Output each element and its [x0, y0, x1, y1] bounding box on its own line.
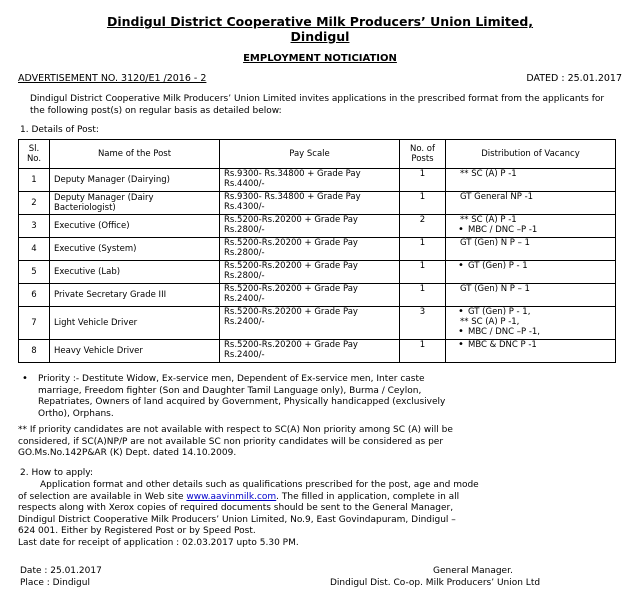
note-line-1: ** If priority candidates are not available with respect to SC(A) Non priority among SC (A) will be: [18, 425, 453, 435]
distribution-line: [450, 238, 611, 248]
cell-post: Executive (Lab): [50, 261, 220, 284]
apply-line-1: Application format and other details such as qualifications prescribed for the post, age and mode: [40, 480, 479, 490]
priority-line-1: Priority :- Destitute Widow, Ex-service men, Dependent of Ex-service men, Inter caste: [38, 374, 425, 384]
cell-sl: 7: [19, 307, 50, 340]
priority-line-3: Repatriates, Owners of land acquired by Government, Physically handicapped (exclusively: [38, 397, 446, 407]
distribution-text: GT General NP -1: [460, 192, 534, 202]
table-body: [19, 169, 616, 363]
cell-distribution: [446, 340, 616, 363]
distribution-line: [450, 169, 611, 179]
section2-heading: 2. How to apply:: [20, 468, 93, 478]
cell-sl: 2: [19, 192, 50, 215]
pay-line-2: Rs.4300/-: [224, 202, 265, 212]
apply-line-2-post: . The filled in application, complete in all: [276, 491, 460, 502]
cell-sl: 3: [19, 215, 50, 238]
cell-posts: 3: [400, 307, 446, 340]
cell-pay: [220, 307, 400, 340]
cell-pay: [220, 340, 400, 363]
bullet-icon: •: [458, 339, 464, 350]
cell-posts: 1: [400, 261, 446, 284]
cell-post: Executive (System): [50, 238, 220, 261]
cell-posts: 2: [400, 215, 446, 238]
header-post: Name of the Post: [50, 140, 220, 169]
distribution-line: [450, 317, 611, 327]
bullet-icon: •: [458, 306, 464, 317]
pay-line-2: Rs.2400/-: [224, 350, 265, 360]
website-link[interactable]: www.aavinmilk.com: [186, 491, 277, 502]
advert-row: [18, 73, 622, 84]
how-to-apply-block: [18, 480, 628, 549]
cell-posts: 1: [400, 192, 446, 215]
priority-line-2: marriage, Freedom fighter (Son and Daughter Tamil Language only), Burma / Ceylon,: [38, 385, 422, 396]
cell-post: Light Vehicle Driver: [50, 307, 220, 340]
cell-post: Deputy Manager (Dairy Bacteriologist): [50, 192, 220, 215]
pay-line-2: Rs.2800/-: [224, 271, 265, 281]
cell-post: Heavy Vehicle Driver: [50, 340, 220, 363]
doc-title-line1: Dindigul District Cooperative Milk Producers’ Union Limited,: [106, 14, 534, 29]
cell-post: Executive (Office): [50, 215, 220, 238]
cell-sl: 4: [19, 238, 50, 261]
pay-line-1: Rs.5200-Rs.20200 + Grade Pay: [224, 261, 358, 271]
pay-line-2: Rs.2800/-: [224, 248, 265, 258]
distribution-text: GT (Gen) N P – 1: [460, 284, 530, 294]
distribution-line: [450, 192, 611, 202]
cell-post: Deputy Manager (Dairying): [50, 169, 220, 192]
header-dist: Distribution of Vacancy: [446, 140, 616, 169]
table-row: [19, 340, 616, 363]
pay-line-1: Rs.9300- Rs.34800 + Grade Pay: [224, 192, 361, 202]
note-block: [18, 425, 624, 460]
distribution-text: GT (Gen) N P – 1: [460, 238, 530, 248]
pay-line-2: Rs.2400/-: [224, 294, 265, 304]
table-row: [19, 238, 616, 261]
cell-posts: 1: [400, 284, 446, 307]
cell-sl: 8: [19, 340, 50, 363]
intro-paragraph: Dindigul District Cooperative Milk Producers’ Union Limited invites applications in the prescribed format from the applicants for the following post(s) on regular basis as detailed below:: [30, 94, 605, 116]
table-row: [19, 192, 616, 215]
distribution-text: MBC & DNC P -1: [468, 340, 537, 350]
cell-post: Private Secretary Grade III: [50, 284, 220, 307]
cell-posts: 1: [400, 238, 446, 261]
distribution-text: ** SC (A) P -1: [460, 215, 517, 225]
footer-place: Place : Dindigul: [20, 578, 90, 588]
cell-posts: 1: [400, 340, 446, 363]
pay-line-1: Rs.5200-Rs.20200 + Grade Pay: [224, 340, 358, 350]
cell-pay: [220, 238, 400, 261]
header-sl: Sl. No.: [19, 140, 50, 169]
distribution-line: [450, 215, 611, 225]
priority-line-4: Ortho), Orphans.: [38, 408, 114, 419]
pay-line-1: Rs.5200-Rs.20200 + Grade Pay: [224, 238, 358, 248]
cell-distribution: [446, 307, 616, 340]
apply-line-3: respects along with Xerox copies of required documents should be sent to the General Manager,: [18, 503, 454, 513]
distribution-line: [450, 225, 611, 235]
table-row: [19, 307, 616, 340]
bullet-icon: •: [458, 326, 464, 337]
distribution-text: ** SC (A) P -1: [460, 169, 517, 179]
bullet-icon: •: [458, 224, 464, 235]
cell-pay: [220, 192, 400, 215]
distribution-line: [450, 284, 611, 294]
cell-distribution: [446, 192, 616, 215]
distribution-text: ** SC (A) P -1,: [460, 317, 520, 327]
advert-number: ADVERTISEMENT NO. 3120/E1 /2016 - 2: [18, 73, 207, 84]
distribution-line: [450, 327, 611, 337]
cell-sl: 5: [19, 261, 50, 284]
distribution-line: [450, 261, 611, 271]
pay-line-2: Rs.4400/-: [224, 179, 265, 189]
cell-posts: 1: [400, 169, 446, 192]
pay-line-2: Rs.2400/-: [224, 317, 265, 327]
distribution-text: MBC / DNC –P -1: [468, 225, 538, 235]
distribution-text: GT (Gen) P - 1: [468, 261, 528, 271]
apply-line-4: Dindigul District Cooperative Milk Producers’ Union Limited, No.9, East Govindapuram, Dindigul –: [18, 514, 456, 525]
table-row: [19, 169, 616, 192]
apply-line-6: Last date for receipt of application : 02.03.2017 upto 5.30 PM.: [18, 537, 299, 548]
cell-pay: [220, 261, 400, 284]
table-row: [19, 261, 616, 284]
distribution-text: MBC / DNC –P -1,: [468, 327, 541, 337]
cell-distribution: [446, 169, 616, 192]
distribution-line: [450, 307, 611, 317]
note-line-3: GO.Ms.No.142P&AR (K) Dept. dated 14.10.2009.: [18, 448, 237, 458]
doc-subtitle: EMPLOYMENT NOTICIATION: [243, 53, 397, 64]
posts-table: [18, 139, 616, 363]
cell-pay: [220, 169, 400, 192]
bullet-icon: •: [458, 260, 464, 271]
pay-line-2: Rs.2800/-: [224, 225, 265, 235]
apply-line-2-pre: of selection are available in Web site: [18, 491, 187, 502]
doc-title-line2: Dindigul: [290, 29, 350, 44]
footer-org: Dindigul Dist. Co-op. Milk Producers’ Union Ltd: [330, 578, 541, 588]
pay-line-1: Rs.9300- Rs.34800 + Grade Pay: [224, 169, 361, 179]
cell-distribution: [446, 284, 616, 307]
table-row: [19, 284, 616, 307]
pay-line-1: Rs.5200-Rs.20200 + Grade Pay: [224, 215, 358, 225]
footer-designation: General Manager.: [433, 566, 513, 576]
pay-line-1: Rs.5200-Rs.20200 + Grade Pay: [224, 307, 358, 317]
header-posts: No. of Posts: [400, 140, 446, 169]
note-line-2: considered, if SC(A)NP/P are not available SC non priority candidates will be considered as per: [18, 436, 444, 447]
table-header-row: [19, 140, 616, 169]
distribution-text: GT (Gen) P - 1,: [468, 307, 531, 317]
cell-pay: [220, 284, 400, 307]
pay-line-1: Rs.5200-Rs.20200 + Grade Pay: [224, 284, 358, 294]
distribution-line: [450, 340, 611, 350]
section1-heading: 1. Details of Post:: [20, 125, 99, 135]
cell-sl: 6: [19, 284, 50, 307]
advert-date: DATED : 25.01.2017: [526, 73, 622, 84]
footer-date: Date : 25.01.2017: [20, 566, 102, 576]
cell-distribution: [446, 238, 616, 261]
apply-line-2: [18, 492, 628, 504]
cell-distribution: [446, 261, 616, 284]
cell-distribution: [446, 215, 616, 238]
apply-line-5: 624 001. Either by Registered Post or by Speed Post.: [18, 526, 256, 536]
cell-pay: [220, 215, 400, 238]
priority-bullet-icon: •: [22, 373, 28, 384]
priority-block: [18, 374, 618, 420]
header-pay: Pay Scale: [220, 140, 400, 169]
cell-sl: 1: [19, 169, 50, 192]
table-row: [19, 215, 616, 238]
